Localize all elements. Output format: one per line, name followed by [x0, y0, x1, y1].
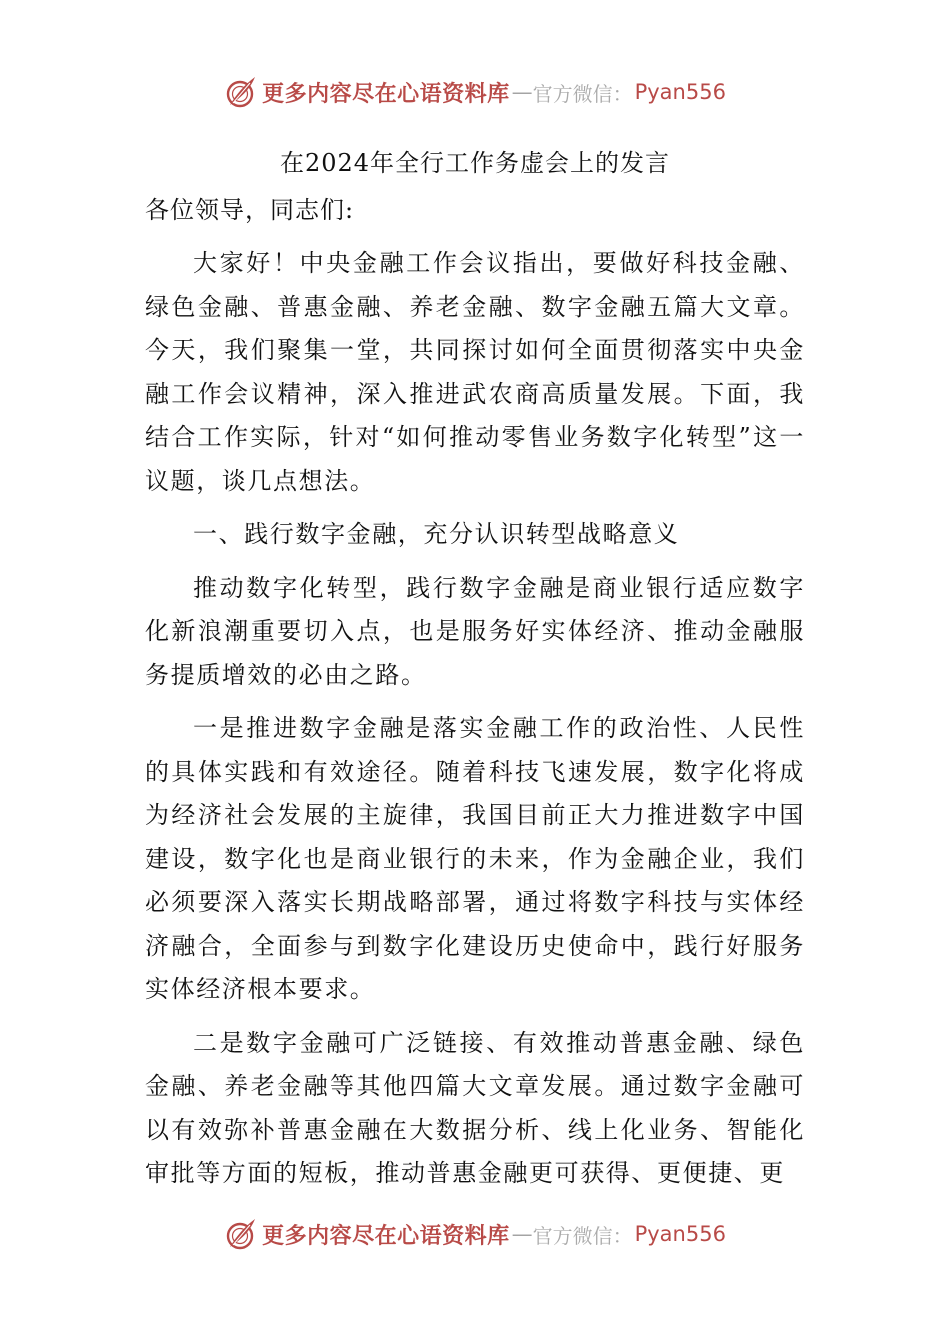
quill-circle-logo-icon — [224, 75, 258, 109]
watermark-banner-top — [0, 72, 950, 112]
salutation: 各位领导，同志们: — [145, 196, 355, 224]
section-heading-1: 一、践行数字金融，充分认识转型战略意义 — [193, 520, 680, 548]
quill-circle-logo-icon — [224, 1217, 258, 1251]
watermark-wechat-label: 官方微信： — [532, 81, 633, 106]
watermark-wechat-id: Pyan556 — [634, 80, 726, 104]
paragraph-point-two: 二是数字金融可广泛链接、有效推动普惠金融、绿色金融、养老金融等其他四篇大文章发展。通过数字金融可以有效弥补普惠金融在大数据分析、线上化业务、智能化审批等方面的短板，推动普惠金融更可获得、更便捷、更 — [145, 1028, 805, 1187]
watermark-main-text: 更多内容尽在心语资料库 — [262, 1222, 510, 1249]
watermark-banner-bottom — [0, 1214, 950, 1254]
watermark-separator: — — [511, 80, 533, 104]
watermark-wechat-id: Pyan556 — [634, 1222, 726, 1246]
document-title: 在2024年全行工作务虚会上的发言 — [279, 149, 671, 177]
watermark-wechat-label: 官方微信： — [532, 1223, 633, 1248]
document-body — [145, 140, 805, 1206]
watermark-main-text: 更多内容尽在心语资料库 — [262, 80, 510, 107]
watermark-separator: — — [511, 1222, 533, 1246]
paragraph-section-intro: 推动数字化转型，践行数字金融是商业银行适应数字化新浪潮重要切入点，也是服务好实体经济、推动金融服务提质增效的必由之路。 — [145, 573, 805, 689]
paragraph-opening: 大家好！中央金融工作会议指出，要做好科技金融、绿色金融、普惠金融、养老金融、数字金融五篇大文章。今天，我们聚集一堂，共同探讨如何全面贯彻落实中央金融工作会议精神，深入推进武农商高质量发展。下面，我结合工作实际，针对“如何推动零售业务数字化转型”这一议题，谈几点想法。 — [145, 249, 805, 495]
paragraph-point-one: 一是推进数字金融是落实金融工作的政治性、人民性的具体实践和有效途径。随着科技飞速发展，数字化将成为经济社会发展的主旋律，我国目前正大力推进数字中国建设，数字化也是商业银行的未来，作为金融企业，我们必须要深入落实长期战略部署，通过将数字科技与实体经济融合，全面参与到数字化建设历史使命中，践行好服务实体经济根本要求。 — [145, 714, 805, 1003]
